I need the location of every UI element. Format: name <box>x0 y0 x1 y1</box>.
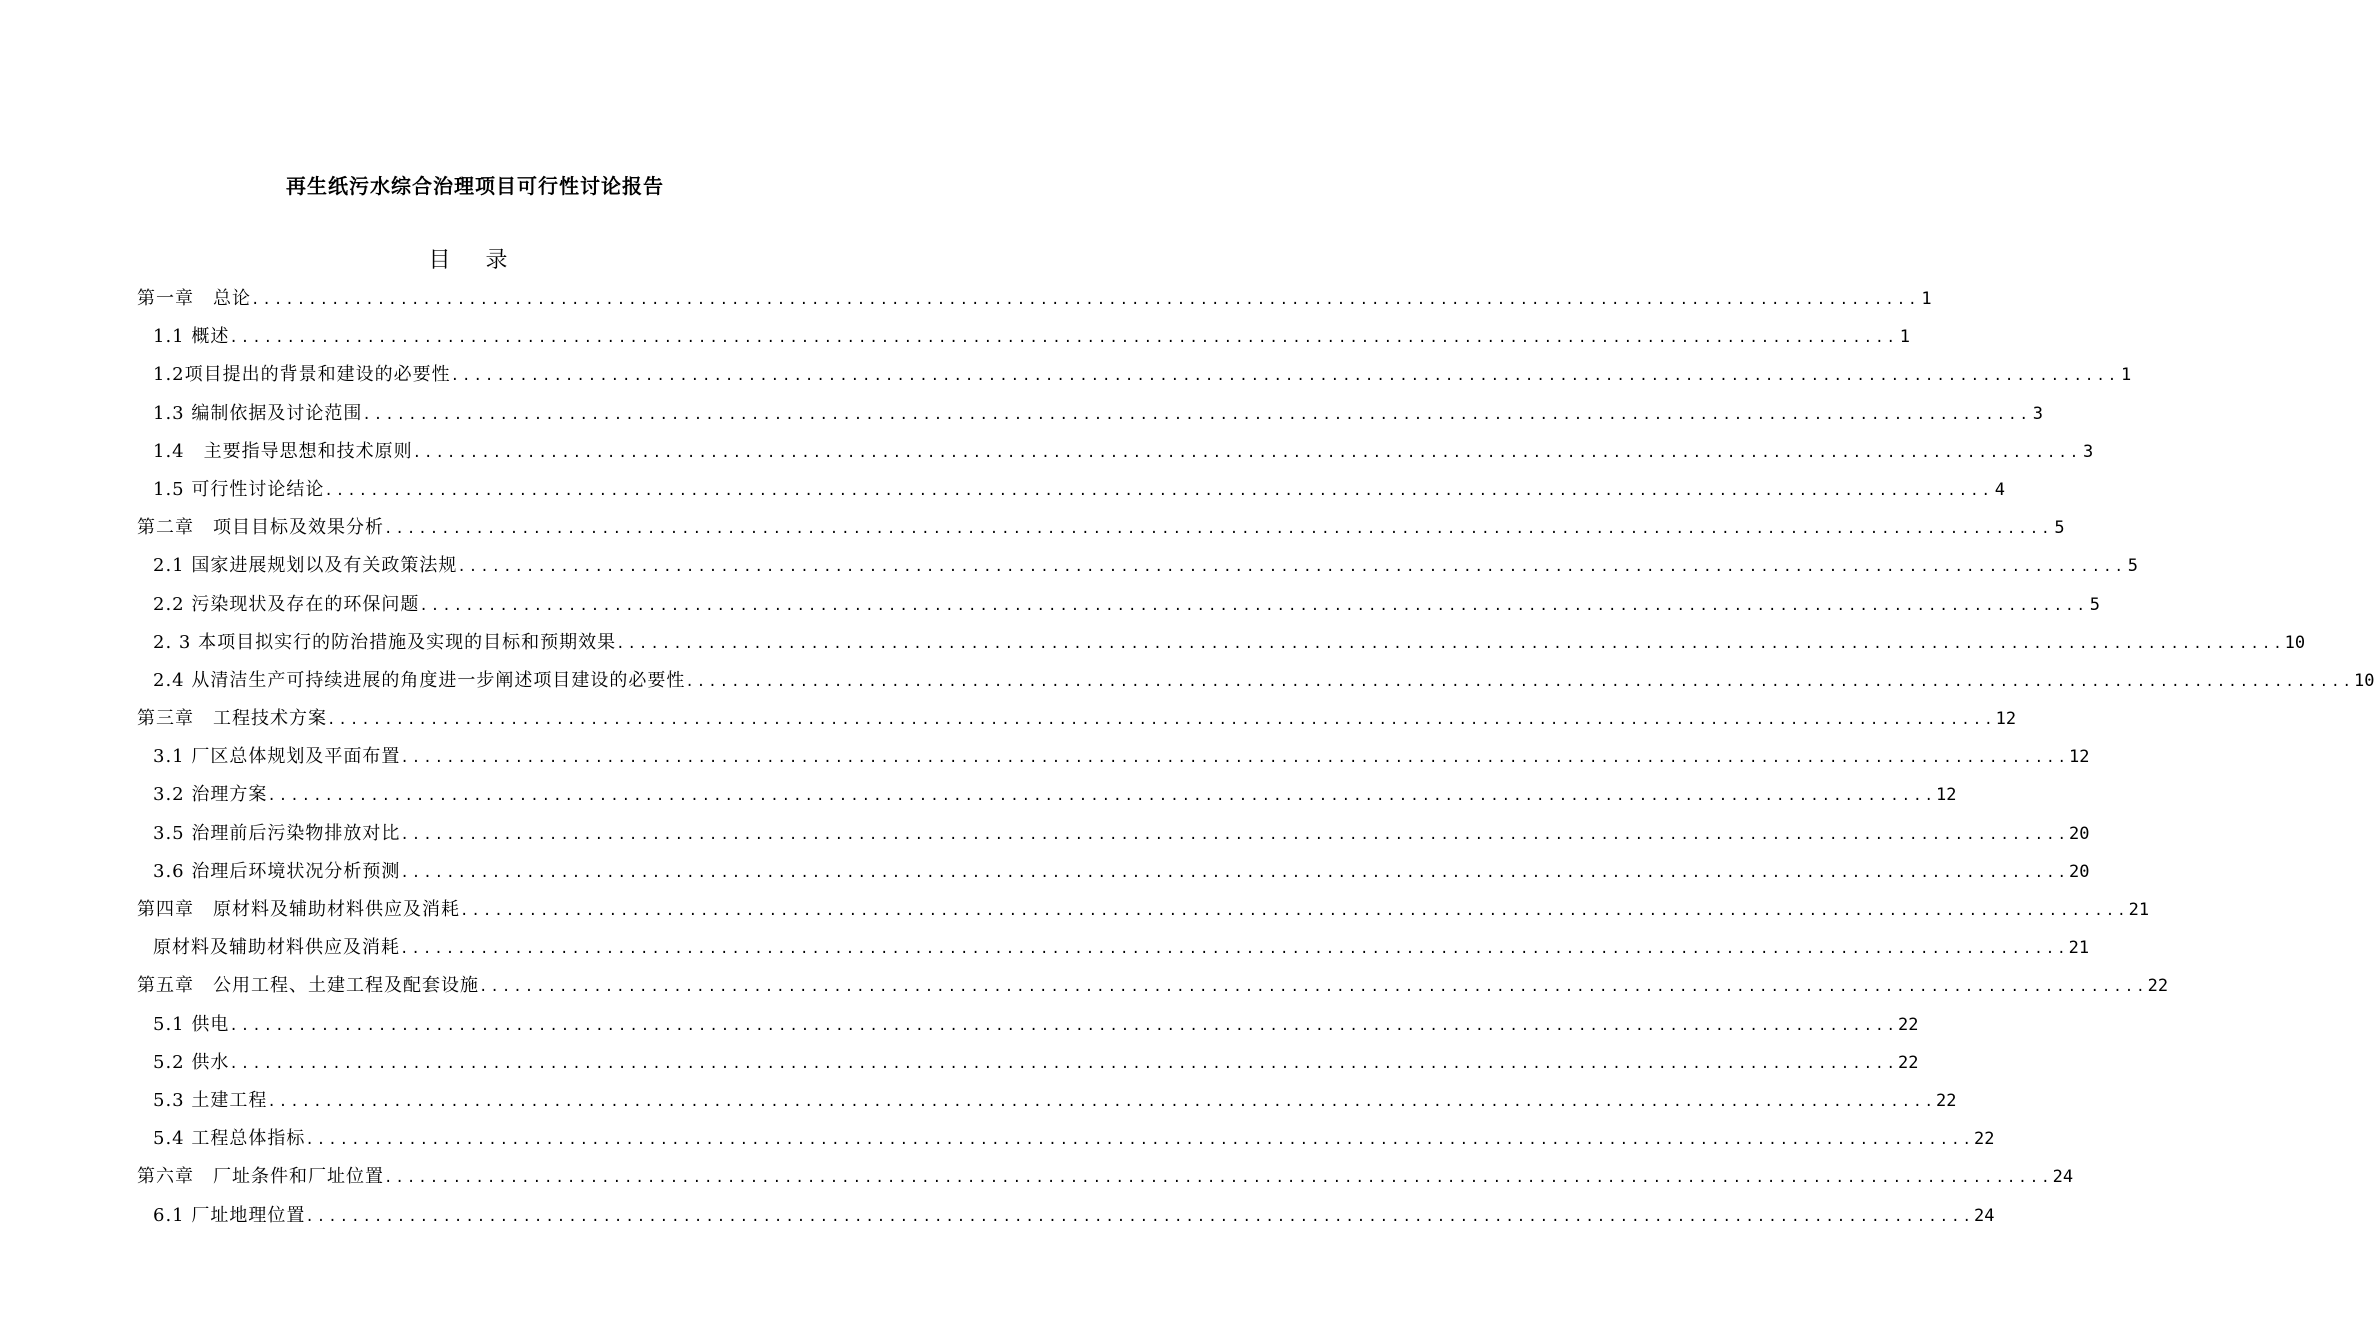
toc-section-entry[interactable] <box>137 1197 1995 1235</box>
toc-page-number: 22 <box>1973 1129 1995 1150</box>
toc-entry-label: 2.4 从清洁生产可持续进展的角度进一步阐述项目建设的必要性 <box>153 669 686 691</box>
table-of-contents <box>137 280 2374 1235</box>
toc-page-number: 22 <box>1935 1090 1957 1111</box>
toc-dot-leader <box>400 854 2069 892</box>
toc-dot-leader <box>479 968 2148 1006</box>
toc-dot-leader <box>685 663 2354 701</box>
toc-section-entry[interactable] <box>137 1006 1919 1044</box>
toc-dot-leader <box>327 701 1996 739</box>
toc-dot-leader <box>305 1198 1974 1236</box>
toc-chapter-entry[interactable] <box>137 967 2169 1005</box>
toc-entry-label: 1.2项目提出的背景和建设的必要性 <box>153 364 451 386</box>
toc-page-number: 5 <box>2089 594 2100 615</box>
toc-section-entry[interactable] <box>137 853 2090 891</box>
toc-section-entry[interactable] <box>137 776 1957 814</box>
toc-dot-leader <box>400 930 2069 968</box>
toc-chapter-entry[interactable] <box>137 509 2065 547</box>
toc-dot-leader <box>413 434 2082 472</box>
toc-section-entry[interactable] <box>137 471 2005 509</box>
toc-page-number: 5 <box>2054 518 2065 539</box>
toc-dot-leader <box>229 1045 1898 1083</box>
toc-page-number: 12 <box>1995 709 2017 730</box>
toc-entry-label: 1.5 可行性讨论结论 <box>153 478 325 500</box>
toc-entry-label: 3.5 治理前后污染物排放对比 <box>153 822 401 844</box>
toc-page-number: 4 <box>1994 479 2005 500</box>
toc-section-entry[interactable] <box>137 929 2090 967</box>
toc-dot-leader <box>305 1121 1974 1159</box>
toc-dot-leader <box>384 1159 2053 1197</box>
toc-entry-label: 5.1 供电 <box>153 1013 230 1035</box>
toc-entry-label: 原材料及辅助材料供应及消耗 <box>153 937 400 959</box>
document-title: 再生纸污水综合治理项目可行性讨论报告 <box>286 174 664 198</box>
toc-page-number: 1 <box>1921 289 1932 309</box>
toc-heading: 目 录 <box>428 248 522 273</box>
toc-page-number: 22 <box>2147 976 2169 997</box>
toc-entry-label: 第三章 工程技术方案 <box>137 708 327 730</box>
toc-entry-label: 1.3 编制依据及讨论范围 <box>153 402 363 424</box>
toc-page-number: 21 <box>2068 938 2090 959</box>
toc-dot-leader <box>229 1007 1898 1045</box>
toc-entry-label: 1.4 主要指导思想和技术原则 <box>153 440 413 462</box>
toc-chapter-entry[interactable] <box>137 1158 2074 1196</box>
toc-page-number: 3 <box>2082 441 2094 462</box>
toc-page-number: 1 <box>1899 327 1910 348</box>
toc-dot-leader <box>229 319 1898 357</box>
toc-section-entry[interactable] <box>137 547 2138 585</box>
toc-section-entry[interactable] <box>137 815 2090 853</box>
toc-entry-label: 1.1 概述 <box>153 326 230 348</box>
toc-entry-label: 3.2 治理方案 <box>153 784 268 806</box>
toc-entry-label: 2. 3 本项目拟实行的防治措施及实现的目标和预期效果 <box>153 631 617 653</box>
toc-entry-label: 5.4 工程总体指标 <box>153 1128 306 1150</box>
toc-dot-leader <box>419 587 2088 625</box>
toc-page-number: 5 <box>2127 556 2138 577</box>
toc-section-entry[interactable] <box>137 356 2132 394</box>
toc-dot-leader <box>616 625 2285 663</box>
toc-page-number: 20 <box>2068 823 2090 844</box>
toc-entry-label: 第五章 公用工程、土建工程及配套设施 <box>137 975 479 997</box>
toc-entry-label: 5.2 供水 <box>153 1051 230 1073</box>
toc-section-entry[interactable] <box>137 738 2090 776</box>
toc-section-entry[interactable] <box>137 433 2094 471</box>
toc-section-entry[interactable] <box>137 624 2306 662</box>
toc-page-number: 24 <box>2052 1167 2074 1188</box>
toc-chapter-entry[interactable] <box>137 280 1932 318</box>
toc-dot-leader <box>267 777 1936 815</box>
toc-page-number: 24 <box>1973 1205 1995 1226</box>
toc-page-number: 22 <box>1897 1052 1919 1073</box>
toc-dot-leader <box>460 892 2129 930</box>
toc-dot-leader <box>267 1083 1936 1121</box>
toc-entry-label: 第六章 厂址条件和厂址位置 <box>137 1166 384 1188</box>
toc-section-entry[interactable] <box>137 662 2374 700</box>
toc-page-number: 21 <box>2128 900 2150 920</box>
toc-section-entry[interactable] <box>137 1120 1995 1158</box>
toc-section-entry[interactable] <box>137 1044 1919 1082</box>
toc-page-number: 10 <box>2284 632 2306 653</box>
toc-entry-label: 5.3 土建工程 <box>153 1089 268 1111</box>
toc-dot-leader <box>362 396 2031 434</box>
toc-page-number: 12 <box>2068 747 2090 768</box>
toc-page-number: 10 <box>2353 670 2374 691</box>
toc-page-number: 3 <box>2032 403 2043 424</box>
toc-entry-label: 3.1 厂区总体规划及平面布置 <box>153 746 401 768</box>
toc-page-number: 1 <box>2120 365 2132 386</box>
toc-entry-label: 2.1 国家进展规划以及有关政策法规 <box>153 555 458 577</box>
toc-section-entry[interactable] <box>137 586 2100 624</box>
toc-section-entry[interactable] <box>137 318 1910 356</box>
toc-section-entry[interactable] <box>137 395 2043 433</box>
toc-entry-label: 第一章 总论 <box>137 288 251 309</box>
toc-dot-leader <box>400 739 2069 777</box>
toc-dot-leader <box>324 472 1993 510</box>
toc-section-entry[interactable] <box>137 1082 1957 1120</box>
toc-chapter-entry[interactable] <box>137 891 2150 929</box>
toc-chapter-entry[interactable] <box>137 700 2017 738</box>
toc-dot-leader <box>251 281 1920 319</box>
toc-dot-leader <box>451 357 2120 395</box>
toc-entry-label: 第二章 项目目标及效果分析 <box>137 517 384 539</box>
toc-dot-leader <box>400 816 2069 854</box>
toc-entry-label: 2.2 污染现状及存在的环保问题 <box>153 593 420 615</box>
toc-entry-label: 6.1 厂址地理位置 <box>153 1204 306 1226</box>
toc-entry-label: 3.6 治理后环境状况分析预测 <box>153 860 401 882</box>
toc-page-number: 20 <box>2068 861 2090 882</box>
toc-entry-label: 第四章 原材料及辅助材料供应及消耗 <box>137 899 460 920</box>
toc-page-number: 12 <box>1935 785 1957 806</box>
toc-page-number: 22 <box>1897 1014 1919 1035</box>
toc-dot-leader <box>384 510 2053 548</box>
toc-dot-leader <box>457 548 2126 586</box>
